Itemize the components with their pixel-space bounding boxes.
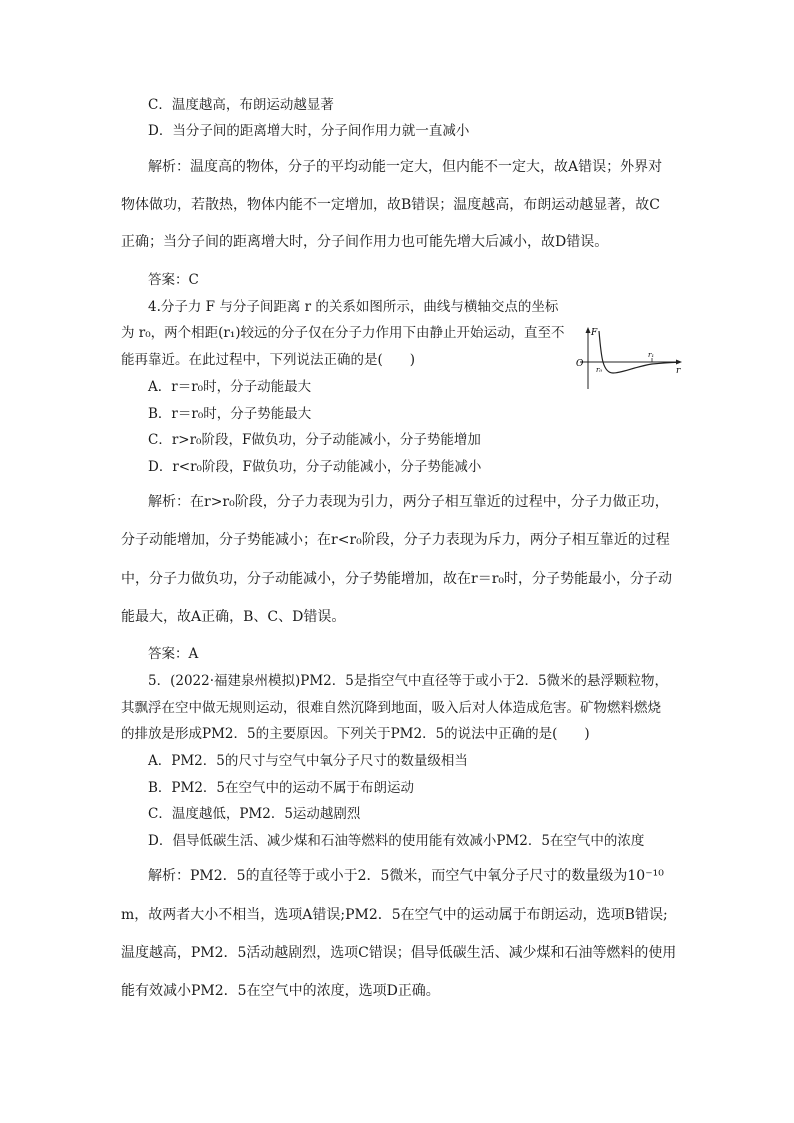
q4-analysis-line-4: 能最大，故A正确，B、C、D错误。 xyxy=(121,609,346,625)
q5-option-b: B．PM2．5在空气中的运动不属于布朗运动 xyxy=(148,780,415,796)
q5-option-a: A．PM2．5的尺寸与空气中氧分子尺寸的数量级相当 xyxy=(148,753,468,769)
q5-analysis-line-2: m，故两者大小不相当，选项A错误;PM2．5在空气中的运动属于布朗运动，选项B错误; xyxy=(121,907,668,923)
q5-stem-line-3: 的排放是形成PM2．5的主要原因。下列关于PM2．5的说法中正确的是( ) xyxy=(121,726,590,742)
r1-label: r₁ xyxy=(648,351,655,359)
q4-option-b: B．r＝r₀时，分子势能最大 xyxy=(148,406,312,422)
r0-label: r₀ xyxy=(596,366,603,374)
q4-stem-line-1: 4.分子力 F 与分子间距离 r 的关系如图所示，曲线与横轴交点的坐标 xyxy=(148,299,559,315)
q4-analysis-line-3: 中，分子力做负功，分子动能减小，分子势能增加，故在r＝r₀时，分子势能最小，分子动 xyxy=(121,571,672,587)
q3-answer: 答案：C xyxy=(148,272,199,288)
x-axis-label: r xyxy=(676,366,681,376)
q4-stem-line-3: 能再靠近。在此过程中，下列说法正确的是( ) xyxy=(121,352,416,368)
q4-analysis-line-1: 解析：在r>r₀阶段，分子力表现为引力，两分子相互靠近的过程中，分子力做正功， xyxy=(148,494,669,510)
q5-analysis-line-3: 温度越高，PM2．5活动越剧烈，选项C错误；倡导低碳生活、减少煤和石油等燃料的使用 xyxy=(121,945,677,961)
q5-analysis-line-1: 解析：PM2．5的直径等于或小于2．5微米，而空气中氧分子尺寸的数量级为10⁻¹⁰ xyxy=(148,868,664,884)
q4-stem-line-2: 为 r₀，两个相距(r₁)较远的分子仅在分子力作用下由静止开始运动，直至不 xyxy=(121,325,565,341)
q3-analysis-line-2: 物体做功，若散热，物体内能不一定增加，故B错误；温度越高，布朗运动越显著，故C xyxy=(121,197,660,213)
q5-analysis-line-4: 能有效减小PM2．5在空气中的浓度，选项D正确。 xyxy=(121,983,440,999)
q5-option-c: C．温度越低，PM2．5运动越剧烈 xyxy=(148,806,361,822)
q3-analysis-line-1: 解析：温度高的物体，分子的平均动能一定大，但内能不一定大，故A错误；外界对 xyxy=(148,159,663,175)
q4-analysis-line-2: 分子动能增加，分子势能减小；在r<r₀阶段，分子力表现为斥力，两分子相互靠近的过程 xyxy=(121,532,670,548)
force-curve xyxy=(599,331,678,373)
q4-option-c: C．r>r₀阶段，F做负功，分子动能减小，分子势能增加 xyxy=(148,432,481,448)
q5-stem-line-1: 5．(2022·福建泉州模拟)PM2．5是指空气中直径等于或小于2．5微米的悬浮颗粒物， xyxy=(148,673,669,689)
origin-label: O xyxy=(576,359,584,369)
q4-answer: 答案：A xyxy=(148,646,199,662)
q5-stem-line-2: 其飘浮在空中做无规则运动，很难自然沉降到地面，吸入后对人体造成危害。矿物燃料燃烧 xyxy=(121,700,661,716)
q3-analysis-line-3: 正确；当分子间的距离增大时，分子间作用力也可能先增大后减小，故D错误。 xyxy=(121,234,609,250)
q3-option-d: D．当分子间的距离增大时，分子间作用力就一直减小 xyxy=(148,123,470,139)
q3-option-c: C．温度越高，布朗运动越显著 xyxy=(148,97,334,113)
q5-option-d: D．倡导低碳生活、减少煤和石油等燃料的使用能有效减小PM2．5在空气中的浓度 xyxy=(148,833,645,849)
q4-option-a: A．r＝r₀时，分子动能最大 xyxy=(148,379,312,395)
force-distance-graph xyxy=(572,325,688,391)
y-axis-arrow xyxy=(586,327,591,333)
q4-option-d: D．r<r₀阶段，F做负功，分子动能减小，分子势能减小 xyxy=(148,459,482,475)
y-axis-label: F xyxy=(591,328,598,338)
